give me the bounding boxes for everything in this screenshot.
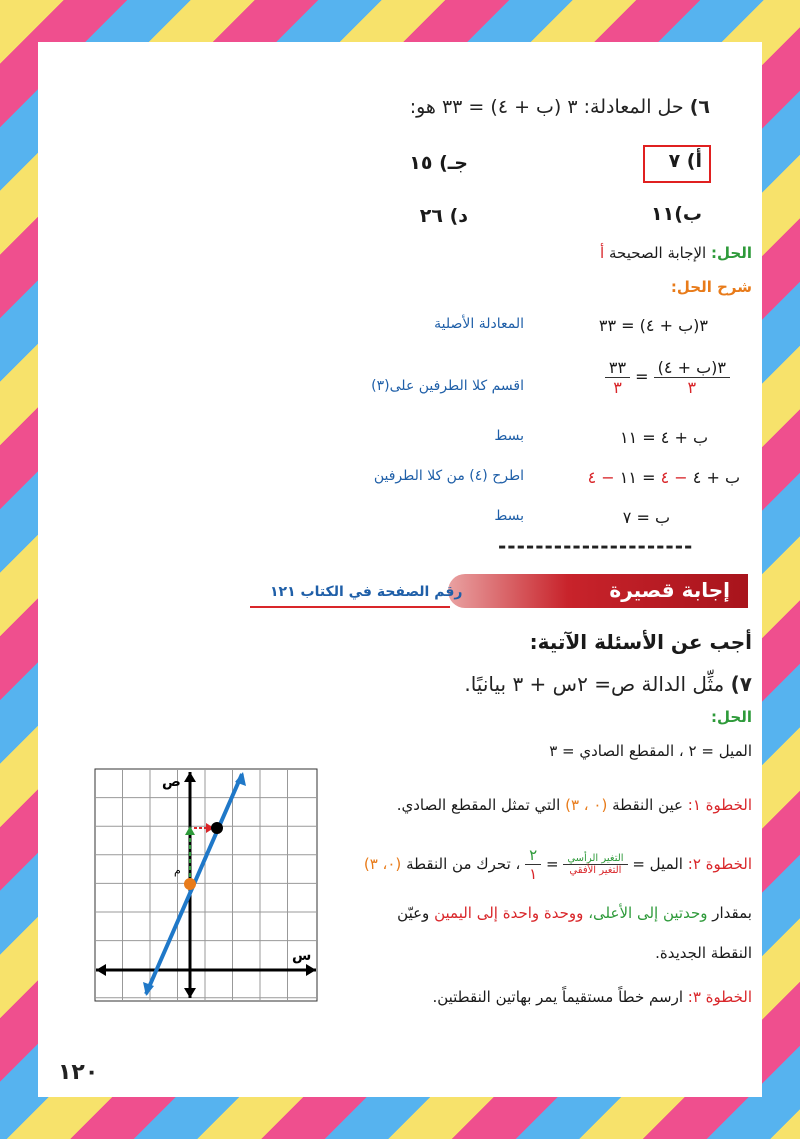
- option-b-value: ١١: [651, 203, 675, 225]
- step-2-line2-b: وعيّن: [397, 904, 430, 922]
- slope-run-label: التغير الأفقي: [569, 865, 622, 876]
- option-a-key: أ): [686, 150, 702, 172]
- step-row-4-part-b: = ١١: [619, 468, 656, 487]
- slope-value-fraction: [525, 846, 541, 883]
- step-1-text: عين النقطة: [612, 796, 683, 814]
- solution-7-label: الحل:: [711, 708, 752, 726]
- banner-underline: [250, 606, 450, 608]
- step-2-equals: =: [545, 855, 559, 873]
- solution-6-answer: [600, 244, 752, 262]
- frac-left-den: ٣: [687, 378, 697, 397]
- step-row-4-expr: [588, 468, 740, 487]
- step-1-point: (٠ ، ٣): [565, 796, 608, 814]
- y-intercept-point: [184, 878, 196, 890]
- frac-right-den: ٣: [613, 378, 622, 397]
- frac-equals: =: [635, 367, 649, 386]
- step-3: [432, 988, 752, 1006]
- step-2-line-2: [397, 904, 752, 922]
- banner-page-ref: رقم الصفحة في الكتاب ١٢١: [270, 584, 463, 600]
- step-2-line2-a: بمقدار: [712, 904, 752, 922]
- solution-6-answer-letter: أ: [600, 244, 605, 262]
- step-row-4-part-a: ب + ٤: [692, 468, 740, 487]
- y-axis-label: ص: [162, 774, 181, 790]
- solution-6-explanation-label: شرح الحل:: [670, 278, 752, 296]
- step-3-label: الخطوة ٣:: [687, 988, 752, 1006]
- solution-6-answer-text: الإجابة الصحيحة: [609, 244, 707, 262]
- question-7-text: مثِّل الدالة ص= ٢س + ٣ بيانيًا.: [464, 672, 725, 696]
- step-row-4-red-2: − ٤: [587, 468, 615, 487]
- question-6: [410, 96, 710, 118]
- page-number: ١٢٠: [58, 1060, 99, 1085]
- option-a-value: ٧: [668, 150, 681, 172]
- step-2-text: الميل =: [632, 855, 683, 873]
- section-heading: أجب عن الأسئلة الآتية:: [529, 630, 752, 654]
- question-6-text: حل المعادلة: ٣ (ب + ٤) = ٣٣ هو:: [409, 96, 684, 118]
- step-2-rest: ، تحرك من النقطة: [406, 855, 521, 873]
- step-row-4-red-1: − ٤: [660, 468, 688, 487]
- step-row-5-note: بسط: [494, 508, 524, 524]
- question-6-number: ٦): [689, 96, 710, 118]
- section-divider: ---------------------: [498, 534, 694, 558]
- option-d-key: د): [449, 205, 468, 227]
- step-2-line-3: النقطة الجديدة.: [655, 944, 752, 962]
- step-2-line2-up: وحدتين إلى الأعلى،: [588, 904, 708, 922]
- slope-value-den: ١: [529, 865, 538, 883]
- x-axis-label: س: [292, 948, 312, 964]
- step-2-line2-right: ووحدة واحدة إلى اليمين: [434, 904, 584, 922]
- graph-frame: [95, 769, 317, 1001]
- step-1: [397, 796, 752, 814]
- question-7: [464, 672, 752, 696]
- frac-left-num: ٣(ب + ٤): [654, 358, 730, 378]
- step-2-point: (٠، ٣): [363, 855, 402, 873]
- option-c[interactable]: [409, 152, 468, 174]
- step-row-4-note: اطرح (٤) من كلا الطرفين: [373, 468, 524, 484]
- step-row-2-expr: [605, 358, 730, 397]
- frac-right-num: ٣٣: [605, 358, 630, 378]
- slope-intercept-line: الميل = ٢ ، المقطع الصادي = ٣: [549, 742, 752, 760]
- step-row-5-expr: ب = ٧: [622, 508, 670, 527]
- step-2: [364, 846, 752, 883]
- step-row-2-note: اقسم كلا الطرفين على(٣): [371, 378, 524, 394]
- solution-6-label: الحل:: [711, 244, 752, 262]
- step-row-1-note: المعادلة الأصلية: [434, 316, 524, 332]
- option-c-key: جـ): [439, 152, 468, 174]
- slope-definition-fraction: [563, 853, 627, 876]
- question-7-number: ٧): [730, 672, 752, 696]
- option-b-key: ب): [674, 203, 702, 225]
- slope-rise-label: التغير الرأسي: [563, 853, 627, 865]
- origin-label: م: [174, 864, 181, 877]
- coordinate-graph: [94, 768, 318, 1002]
- slope-value-num: ٢: [525, 846, 541, 865]
- second-point: [211, 822, 223, 834]
- banner-title: إجابة قصيرة: [609, 578, 730, 602]
- option-d[interactable]: [420, 205, 468, 227]
- step-2-label: الخطوة ٢:: [687, 855, 752, 873]
- step-3-text: ارسم خطاً مستقيماً يمر بهاتين النقطتين.: [432, 988, 683, 1006]
- step-row-3-expr: ب + ٤ = ١١: [620, 428, 708, 447]
- step-1-rest: التي تمثل المقطع الصادي.: [396, 796, 561, 814]
- option-d-value: ٢٦: [419, 205, 443, 227]
- step-row-3-note: بسط: [494, 428, 524, 444]
- step-1-label: الخطوة ١:: [687, 796, 752, 814]
- option-a[interactable]: [669, 150, 702, 172]
- step-row-1-expr: ٣(ب + ٤) = ٣٣: [598, 316, 708, 335]
- short-answer-banner: [240, 570, 748, 612]
- option-c-value: ١٥: [409, 152, 433, 174]
- option-b[interactable]: [651, 203, 702, 225]
